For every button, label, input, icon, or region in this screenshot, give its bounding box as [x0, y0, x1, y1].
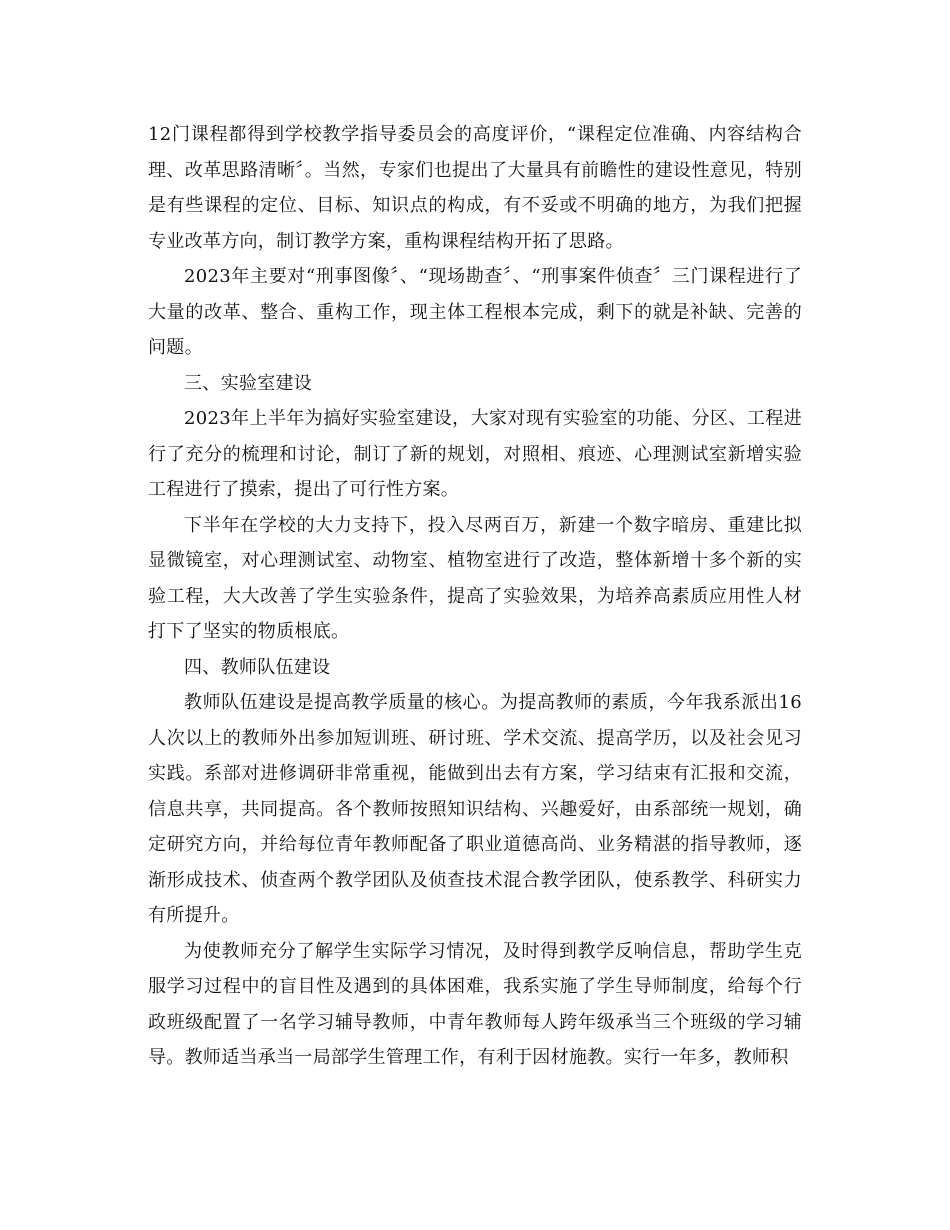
section-heading-lab-construction: 三、实验室建设 — [184, 372, 313, 394]
paragraph-student-mentor-system: 为使教师充分了解学生实际学习情况，及时得到教学反响信息，帮助学生克服学习过程中的盲目性及遇到的具体困难，我系实施了学生导师制度，给每个行政班级配置了一名学习辅导教师，中青年教师每人跨年级承当三个班级的学习辅导。教师适当承当一局部学生管理工作，有利于因材施教。实行一年多，教师积 — [148, 940, 802, 1068]
section-heading-teacher-team: 四、教师队伍建设 — [184, 656, 331, 678]
paragraph-course-evaluation: 12门课程都得到学校教学指导委员会的高度评价，“课程定位准确、内容结构合理、改革思路清晰〞。当然，专家们也提出了大量具有前瞻性的建设性意见，特别是有些课程的定位、目标、知识点的构成，有不妥或不明确的地方，为我们把握专业改革方向，制订教学方案，重构课程结构开拓了思路。 — [148, 124, 802, 252]
paragraph-teacher-development: 教师队伍建设是提高教学质量的核心。为提高教师的素质，今年我系派出16人次以上的教师外出参加短训班、研讨班、学术交流、提高学历，以及社会见习实践。系部对进修调研非常重视，能做到出去有方案，学习结束有汇报和交流，信息共享，共同提高。各个教师按照知识结构、兴趣爱好，由系部统一规划，确定研究方向，并给每位青年教师配备了职业道德高尚、业务精湛的指导教师，逐渐形成技术、侦查两个教学团队及侦查技术混合教学团队，使系教学、科研实力有所提升。 — [148, 692, 802, 926]
paragraph-lab-investment: 下半年在学校的大力支持下，投入尽两百万，新建一个数字暗房、重建比拟显微镜室，对心理测试室、动物室、植物室进行了改造，整体新增十多个新的实验工程，大大改善了学生实验条件，提高了实验效果，为培养高素质应用性人材打下了坚实的物质根底。 — [148, 514, 802, 642]
paragraph-course-reform-2023: 2023年主要对“刑事图像〞、“现场勘查〞、“刑事案件侦查〞三门课程进行了大量的改革、整合、重构工作，现主体工程根本完成，剩下的就是补缺、完善的问题。 — [148, 266, 802, 358]
paragraph-lab-planning: 2023年上半年为搞好实验室建设，大家对现有实验室的功能、分区、工程进行了充分的梳理和讨论，制订了新的规划，对照相、痕迹、心理测试室新增实验工程进行了摸索，提出了可行性方案。 — [148, 408, 802, 500]
